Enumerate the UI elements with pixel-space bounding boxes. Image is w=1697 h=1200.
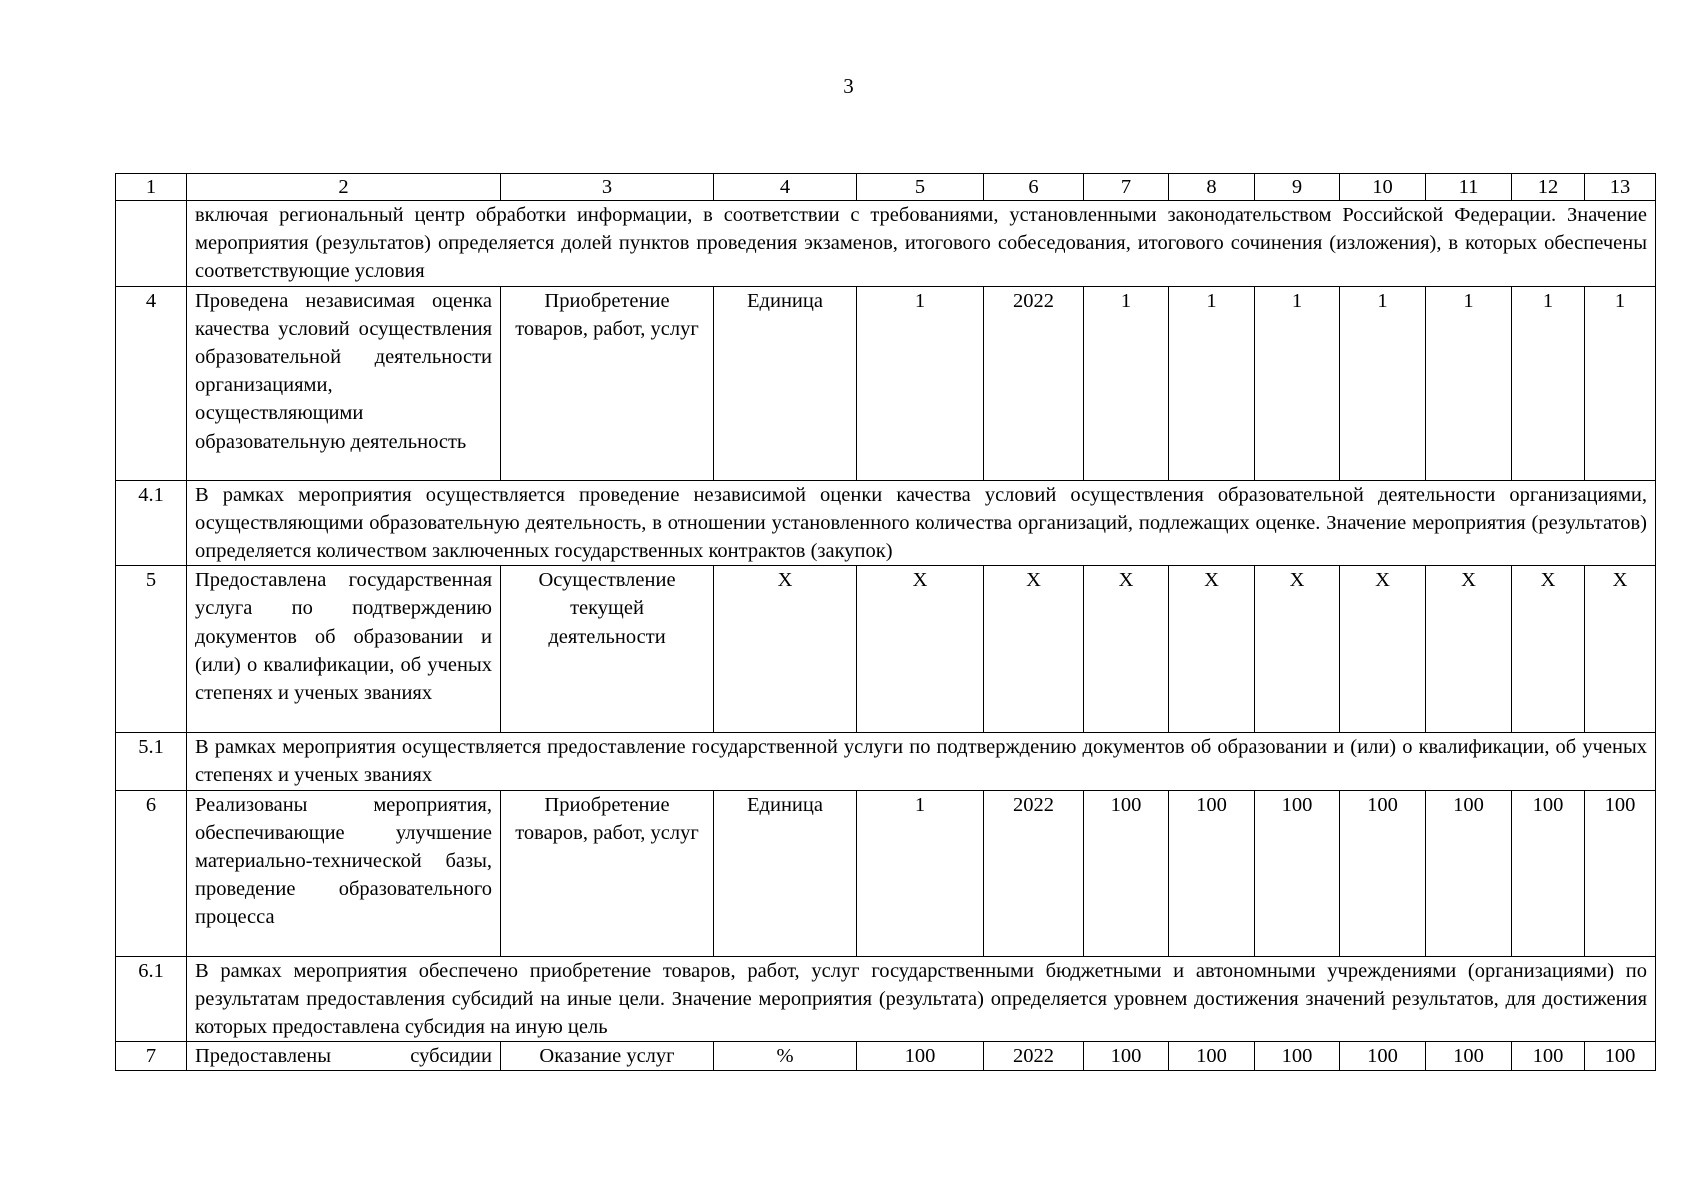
measure-name: Проведена независимая оценка качества условий осуществления образовательной деятельности организациями, осуществляющими образовательную деятельность	[187, 286, 501, 480]
year-value: 100	[1340, 1042, 1426, 1071]
measure-name: Реализованы мероприятия, обеспечивающие улучшение материально-технической базы, проведение образовательного процесса	[187, 790, 501, 956]
column-header: 10	[1340, 174, 1426, 201]
column-header: 1	[116, 174, 187, 201]
year-value: 1	[1255, 286, 1340, 480]
year-value: 100	[1512, 1042, 1585, 1071]
column-header: 9	[1255, 174, 1340, 201]
base-value: X	[857, 566, 984, 733]
year-value: 100	[1169, 1042, 1255, 1071]
year-value: X	[1585, 566, 1656, 733]
note-text: В рамках мероприятия обеспечено приобретение товаров, работ, услуг государственными бюджетными и автономными учреждениями (организациями) по результатам предоставления субсидий на иные цели. Значение мероприятия (результата) определяется уровнем достижения значений результатов, для достижения которых предоставлена субсидия на иную цель	[187, 956, 1656, 1042]
year-value: 100	[1512, 790, 1585, 956]
year-value: X	[1340, 566, 1426, 733]
continuation-text: включая региональный центр обработки информации, в соответствии с требованиями, установленными законодательством Российской Федерации. Значение мероприятия (результатов) определяется долей пунктов проведения экзаменов, итогового собеседования, итогового сочинения (изложения), в которых обеспечены соответствующие условия	[187, 201, 1656, 287]
page-number: 3	[843, 74, 854, 98]
year-value: 100	[1084, 1042, 1169, 1071]
measure-name: Предоставлены субсидии	[187, 1042, 501, 1071]
column-numbers-row	[116, 174, 1656, 201]
unit: %	[714, 1042, 857, 1071]
base-year: 2022	[984, 1042, 1084, 1071]
table-row	[116, 1042, 1656, 1071]
year-value: 100	[1426, 790, 1512, 956]
base-value: 100	[857, 1042, 984, 1071]
base-year: X	[984, 566, 1084, 733]
note-row	[116, 733, 1656, 790]
year-value: 100	[1169, 790, 1255, 956]
unit: Единица	[714, 286, 857, 480]
column-header: 11	[1426, 174, 1512, 201]
note-row	[116, 956, 1656, 1042]
measure-type: Оказание услуг	[501, 1042, 714, 1071]
note-row	[116, 480, 1656, 566]
year-value: X	[1426, 566, 1512, 733]
column-header: 12	[1512, 174, 1585, 201]
year-value: 1	[1512, 286, 1585, 480]
year-value: 100	[1340, 790, 1426, 956]
year-value: X	[1255, 566, 1340, 733]
table-row	[116, 790, 1656, 956]
base-value: 1	[857, 286, 984, 480]
base-value: 1	[857, 790, 984, 956]
year-value: X	[1169, 566, 1255, 733]
row-number: 7	[116, 1042, 187, 1071]
column-header: 6	[984, 174, 1084, 201]
year-value: X	[1512, 566, 1585, 733]
column-header: 4	[714, 174, 857, 201]
row-number: 6.1	[116, 956, 187, 1042]
column-header: 8	[1169, 174, 1255, 201]
year-value: 100	[1585, 790, 1656, 956]
year-value: 100	[1426, 1042, 1512, 1071]
base-year: 2022	[984, 286, 1084, 480]
row-number: 6	[116, 790, 187, 956]
column-header: 13	[1585, 174, 1656, 201]
year-value: 100	[1585, 1042, 1656, 1071]
year-value: 1	[1169, 286, 1255, 480]
year-value: 1	[1340, 286, 1426, 480]
table-row	[116, 566, 1656, 733]
year-value: X	[1084, 566, 1169, 733]
measures-table	[115, 173, 1656, 1071]
note-text: В рамках мероприятия осуществляется проведение независимой оценки качества условий осуществления образовательной деятельности организациями, осуществляющими образовательную деятельность, в отношении установленного количества организаций, подлежащих оценке. Значение мероприятия (результатов) определяется количеством заключенных государственных контрактов (закупок)	[187, 480, 1656, 566]
year-value: 1	[1585, 286, 1656, 480]
year-value: 1	[1084, 286, 1169, 480]
column-header: 2	[187, 174, 501, 201]
row-number: 5.1	[116, 733, 187, 790]
year-value: 1	[1426, 286, 1512, 480]
note-text: В рамках мероприятия осуществляется предоставление государственной услуги по подтверждению документов об образовании и (или) о квалификации, об ученых степенях и ученых званиях	[187, 733, 1656, 790]
column-header: 7	[1084, 174, 1169, 201]
column-header: 3	[501, 174, 714, 201]
unit: Единица	[714, 790, 857, 956]
row-number: 5	[116, 566, 187, 733]
base-year: 2022	[984, 790, 1084, 956]
measure-type: Осуществление текущей деятельности	[501, 566, 714, 733]
row-number	[116, 201, 187, 287]
continuation-row	[116, 201, 1656, 287]
row-number: 4.1	[116, 480, 187, 566]
year-value: 100	[1255, 790, 1340, 956]
year-value: 100	[1255, 1042, 1340, 1071]
measure-type: Приобретение товаров, работ, услуг	[501, 790, 714, 956]
table-row	[116, 286, 1656, 480]
measure-name: Предоставлена государственная услуга по подтверждению документов об образовании и (или) о квалификации, об ученых степенях и ученых званиях	[187, 566, 501, 733]
column-header: 5	[857, 174, 984, 201]
year-value: 100	[1084, 790, 1169, 956]
unit: X	[714, 566, 857, 733]
row-number: 4	[116, 286, 187, 480]
measure-type: Приобретение товаров, работ, услуг	[501, 286, 714, 480]
